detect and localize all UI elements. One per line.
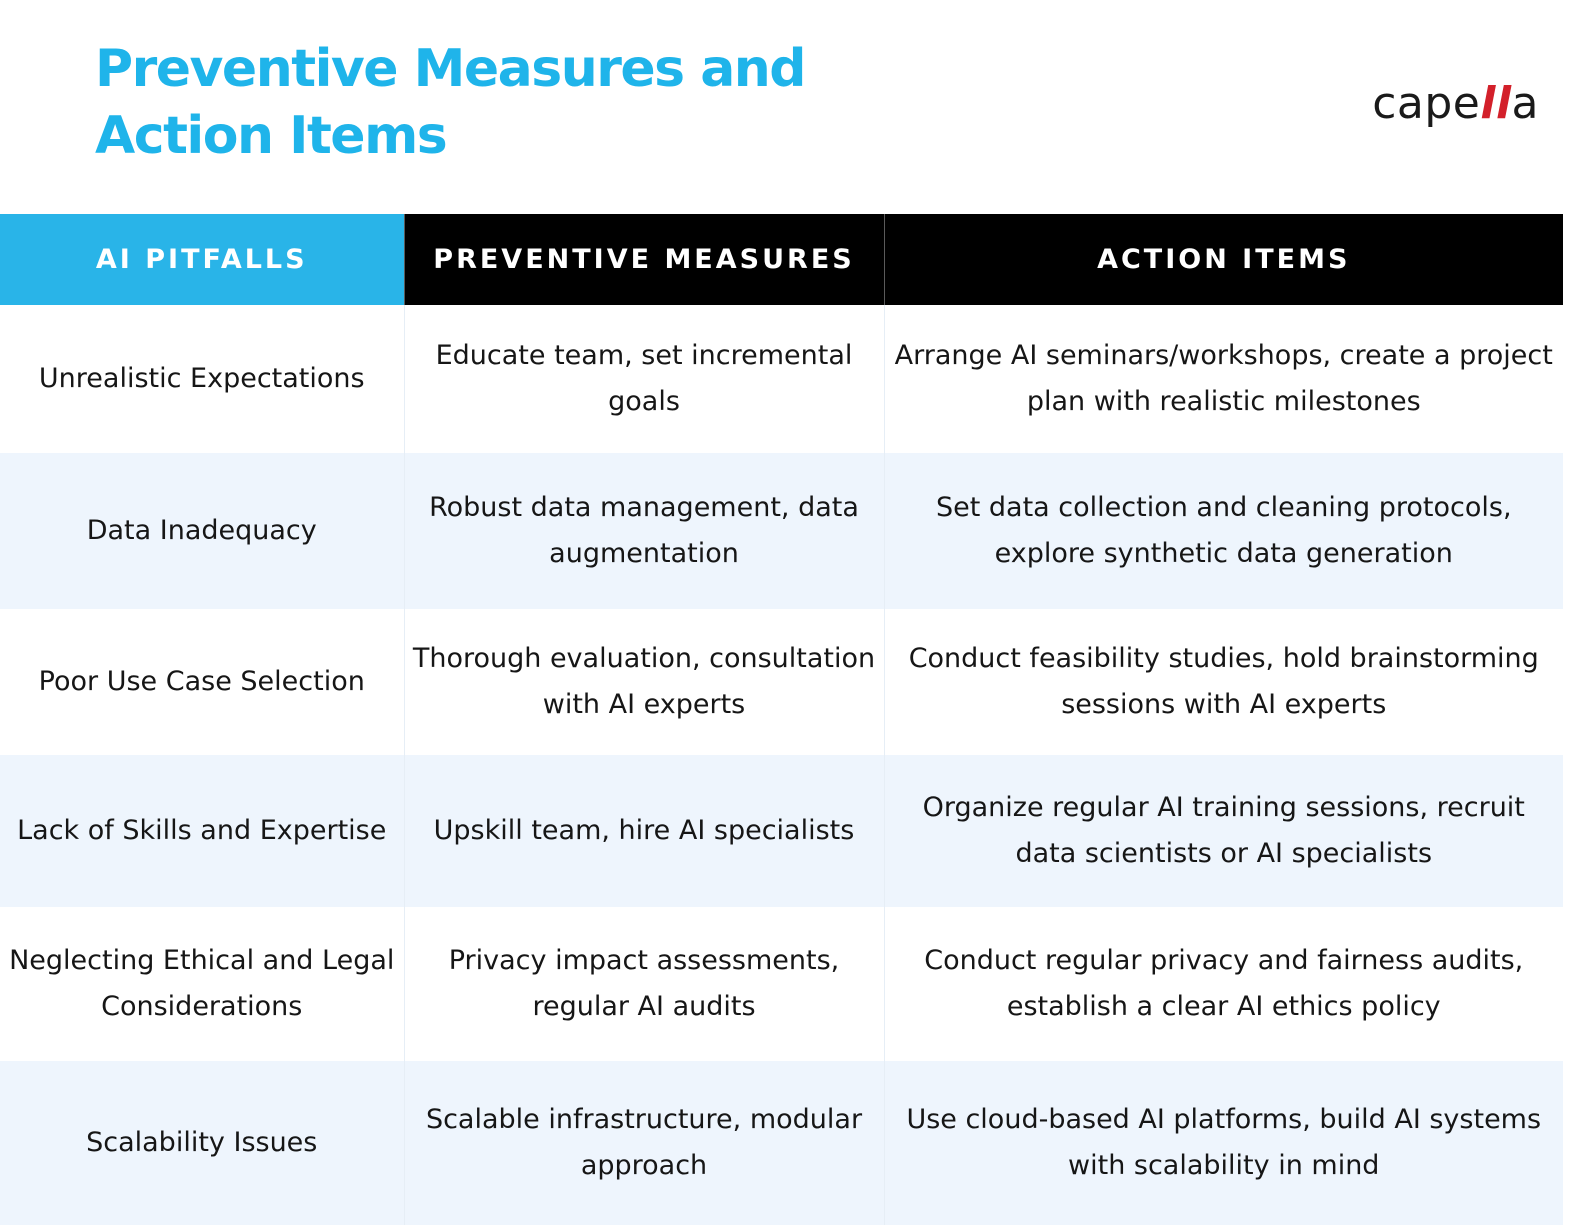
column-header-ai-pitfalls: AI PITFALLS: [0, 214, 404, 305]
action-cell: Conduct regular privacy and fairness audits, establish a clear AI ethics policy: [884, 907, 1563, 1061]
column-header-action-items: ACTION ITEMS: [884, 214, 1563, 305]
pitfall-cell: Poor Use Case Selection: [0, 609, 404, 755]
table-row: [0, 305, 1563, 453]
pitfall-cell: Neglecting Ethical and Legal Considerations: [0, 907, 404, 1061]
measure-cell: Upskill team, hire AI specialists: [404, 755, 884, 907]
column-header-preventive-measures: PREVENTIVE MEASURES: [404, 214, 884, 305]
pitfall-cell: Unrealistic Expectations: [0, 305, 404, 453]
table-header-row: [0, 214, 1563, 305]
table-row: [0, 1061, 1563, 1225]
logo-mark: ll: [1480, 78, 1512, 129]
measure-cell: Educate team, set incremental goals: [404, 305, 884, 453]
action-cell: Arrange AI seminars/workshops, create a project plan with realistic milestones: [884, 305, 1563, 453]
table-row: [0, 609, 1563, 755]
title-line-2: Action Items: [95, 106, 447, 166]
pitfall-cell: Lack of Skills and Expertise: [0, 755, 404, 907]
table-row: [0, 907, 1563, 1061]
pitfall-cell: Data Inadequacy: [0, 453, 404, 609]
pitfalls-table: [0, 214, 1563, 1225]
measure-cell: Robust data management, data augmentation: [404, 453, 884, 609]
title-line-1: Preventive Measures and: [95, 39, 806, 99]
logo-text-end: a: [1511, 78, 1539, 129]
action-cell: Set data collection and cleaning protocols, explore synthetic data generation: [884, 453, 1563, 609]
logo-text-start: cape: [1372, 78, 1481, 129]
action-cell: Use cloud-based AI platforms, build AI systems with scalability in mind: [884, 1061, 1563, 1225]
table-row: [0, 755, 1563, 907]
measure-cell: Scalable infrastructure, modular approach: [404, 1061, 884, 1225]
measure-cell: Thorough evaluation, consultation with AI experts: [404, 609, 884, 755]
action-cell: Conduct feasibility studies, hold brainstorming sessions with AI experts: [884, 609, 1563, 755]
capella-logo: [1372, 76, 1539, 132]
measure-cell: Privacy impact assessments, regular AI audits: [404, 907, 884, 1061]
pitfall-cell: Scalability Issues: [0, 1061, 404, 1225]
action-cell: Organize regular AI training sessions, recruit data scientists or AI specialists: [884, 755, 1563, 907]
page-title: [95, 36, 805, 170]
table-row: [0, 453, 1563, 609]
